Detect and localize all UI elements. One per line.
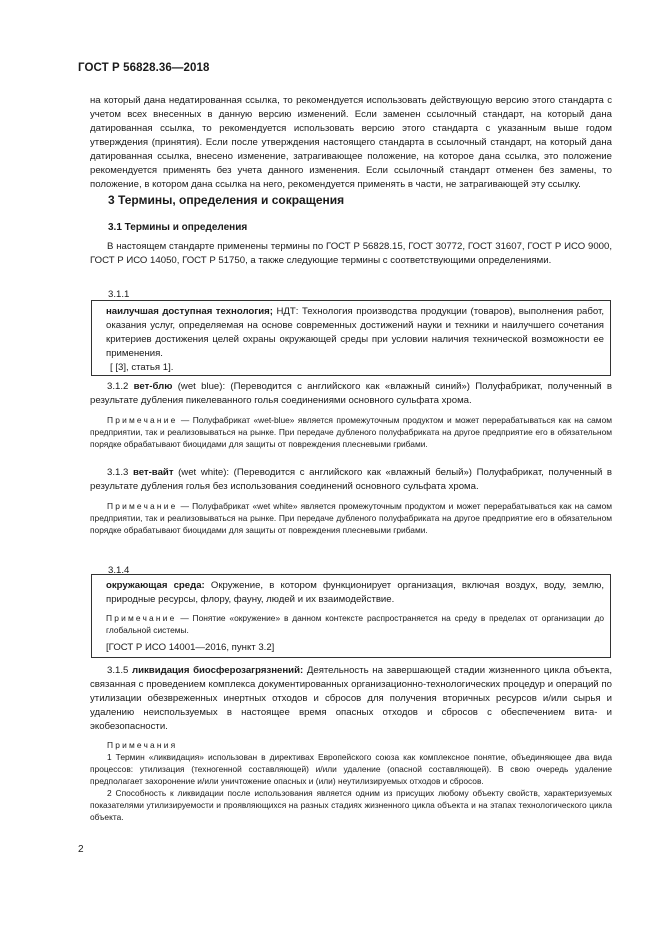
term-3-1-4-term: окружающая среда:	[106, 580, 205, 591]
term-3-1-2-definition: (wet blue): (Переводится с английского как «влажный синий») Полуфабрикат, полученный в результате дубления пикелеванного голья соединениями основного сульфата хрома.	[90, 381, 612, 406]
term-3-1-3-note-text: — Полуфабрикат «wet white» является промежуточным продуктом и может перерабатываться как на самом предприятии, так и реализовываться на рынке. При передаче дубленого полуфабриката на другое предприятие его в обязательном порядке обрабатывают биоцидами для защиты от повреждения плесневыми грибами.	[90, 501, 612, 535]
term-3-1-2-note-text: — Полуфабрикат «wet-blue» является промежуточным продуктом и может перерабатываться как на самом предприятии, так и реализовываться на рынке. При передаче дубленого полуфабриката на другое предприятие его в обязательном порядке обрабатывают биоцидами для защиты от повреждения плесневыми грибами.	[90, 415, 612, 449]
term-3-1-5-term: ликвидация биосферозагрязнений:	[132, 665, 304, 676]
term-3-1-5-notes-label	[90, 739, 612, 751]
term-3-1-3-note	[90, 500, 612, 536]
page-number: 2	[78, 844, 84, 855]
document-header: ГОСТ Р 56828.36—2018	[78, 62, 210, 74]
term-3-1-2-block	[90, 380, 612, 450]
section-3-1-heading: 3.1 Термины и определения	[108, 222, 248, 233]
term-3-1-5-note-1: 1 Термин «ликвидация» использован в директивах Европейского союза как комплексное понятие, объединяющее два вида процессов: утилизация (техногенной составляющей) и/или удаление (опасной составляющей). В свою очередь удаление предполагает захоронение и/или уничтожение опасных и (или) неутилизируемых отходов и сбросов.	[90, 752, 612, 786]
section-3-1-intro-block	[90, 240, 612, 268]
term-3-1-1-text	[106, 305, 604, 361]
term-3-1-2-term: вет-блю	[133, 381, 173, 392]
term-number: 3.1.2	[107, 381, 134, 392]
term-3-1-4-source: [ГОСТ Р ИСО 14001—2016, пункт 3.2]	[106, 642, 275, 653]
term-3-1-4-note	[106, 612, 604, 636]
term-3-1-5-note-2: 2 Способность к ликвидации после использования является одним из присущих любому объекту свойств, характеризуемых показателями утилизируемости и проявляющихся на разных стадиях жизненного цикла объекта и на этапах технологического цикла объекта.	[90, 788, 612, 822]
term-number: 3.1.5	[107, 665, 133, 676]
term-3-1-2-text	[90, 380, 612, 408]
term-3-1-1-box	[91, 300, 611, 376]
term-3-1-1-definition: НДТ: Технология производства продукции (товаров), выполнения работ, оказания услуг, определяемая на основе современных достижений науки и техники и наилучшего сочетания критериев достижения целей охраны окружающей среды при условии наличия технической возможности ее применения.	[106, 306, 604, 359]
term-3-1-3-block	[90, 466, 612, 536]
note-label: Примечание	[107, 415, 178, 425]
term-number: 3.1.3	[107, 467, 133, 478]
term-3-1-1-source: [ [3], статья 1].	[110, 362, 174, 373]
term-3-1-1-term: наилучшая доступная технология;	[106, 306, 273, 317]
term-3-1-4-text	[106, 579, 604, 607]
term-3-1-2-note	[90, 414, 612, 450]
intro-paragraph: на который дана недатированная ссылка, то рекомендуется использовать действующую версию этого стандарта с учетом всех внесенных в данную версию изменений. Если заменен ссылочный стандарт, на который дана датированная ссылка, то рекомендуется использовать версию этого стандарта с указанным выше годом утверждения (принятия). Если после утверждения настоящего стандарта в ссылочный стандарт, на который дана датированная ссылка, внесено изменение, затрагивающее положение, на которое дана ссылка, это положение рекомендуется применять без учета данного изменения. Если ссылочный стандарт отменен без замены, то положение, в котором дана ссылка на него, рекомендуется применять в части, не затрагивающей эту ссылку.	[90, 95, 612, 190]
term-3-1-4-note-text: — Понятие «окружение» в данном контексте распространяется на среду в пределах от организации до глобальной системы.	[106, 613, 604, 635]
term-3-1-5-block	[90, 664, 612, 823]
notes-label: Примечания	[107, 740, 178, 750]
term-3-1-4-definition: Окружение, в котором функционирует организация, включая воздух, воду, землю, природные ресурсы, флору, фауну, людей и их взаимодействие.	[106, 580, 604, 605]
note-label: Примечание	[107, 501, 178, 511]
term-3-1-4-box	[91, 574, 611, 658]
term-3-1-3-text	[90, 466, 612, 494]
term-3-1-5-definition: Деятельность на завершающей стадии жизненного цикла объекта, связанная с проведением комплекса документированных организационно-технологических процедур и операций по утилизации обезвреженных инертных отходов и сбросов для получения вторичных ресурсов и/или сырья и удалению неиспользуемых в настоящее время опасных отходов и сбросов с обеспечением вита- и экобезопасности.	[90, 665, 612, 732]
term-number: 3.1.4	[108, 565, 130, 576]
section-3-heading: 3 Термины, определения и сокращения	[108, 193, 345, 207]
term-3-1-3-term: вет-вайт	[132, 467, 174, 478]
term-3-1-5-text	[90, 664, 612, 734]
term-number: 3.1.1	[108, 289, 130, 300]
section-3-1-intro: В настоящем стандарте применены термины по ГОСТ Р 56828.15, ГОСТ 30772, ГОСТ 31607, ГОСТ Р ИСО 9000, ГОСТ Р ИСО 14050, ГОСТ Р 51750, а также следующие термины с соответствующими определениями.	[90, 241, 612, 266]
term-3-1-3-definition: (wet white): (Переводится с английского как «влажный белый») Полуфабрикат, полученный в результате дубления голья без использования соединений основного сульфата хрома.	[90, 467, 612, 492]
note-label: Примечание	[106, 613, 177, 623]
intro-paragraph-block	[90, 94, 612, 192]
